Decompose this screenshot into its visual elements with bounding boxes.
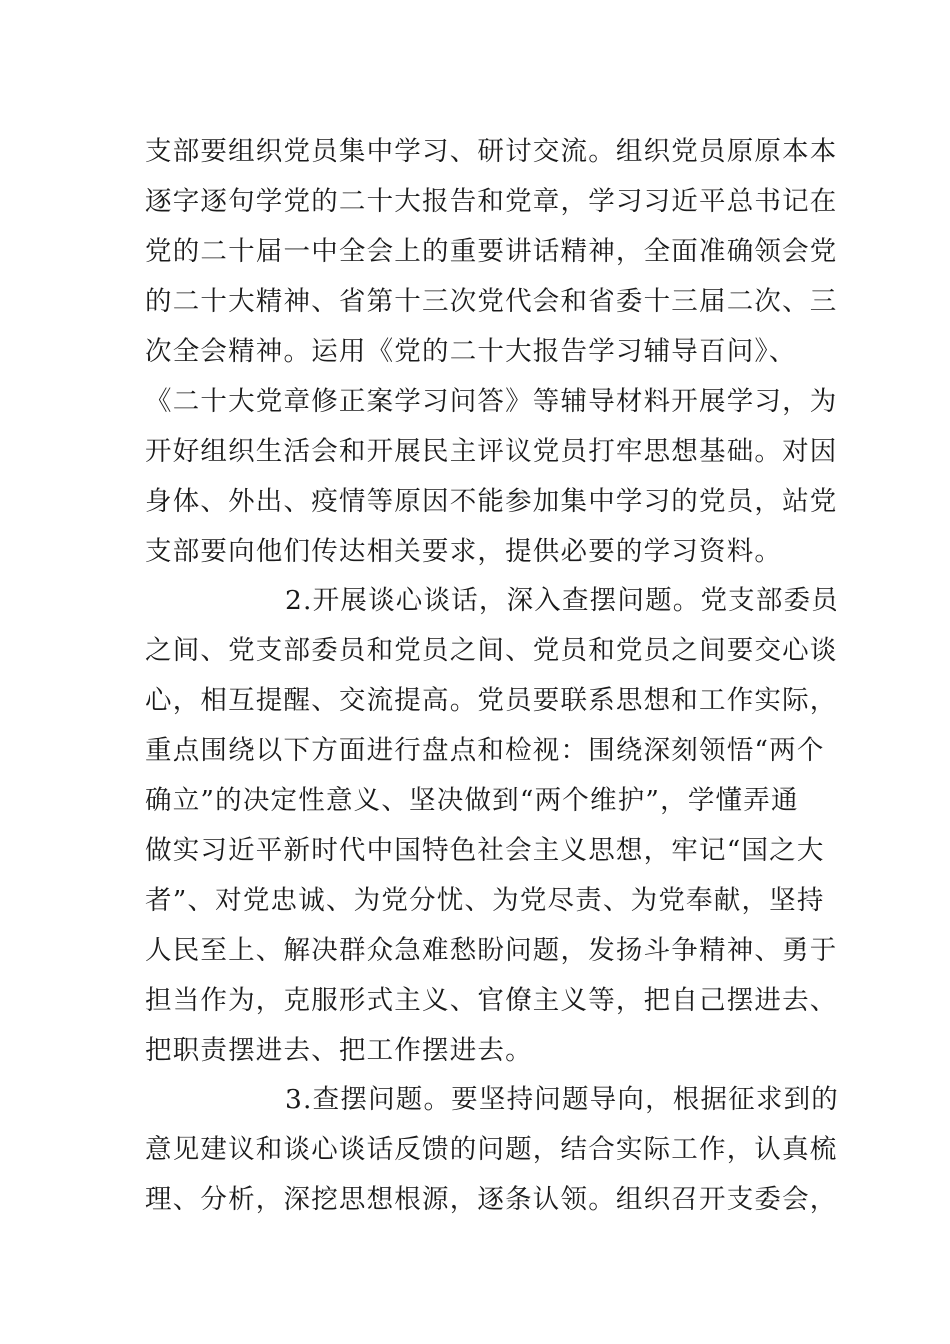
text-line: 者”、对党忠诚、为党分忧、为党尽责、为党奉献，坚持 (145, 885, 825, 916)
text-line: 重点围绕以下方面进行盘点和检视：围绕深刻领悟“两个 (145, 735, 825, 766)
text-line: 党的二十届一中全会上的重要讲话精神，全面准确领会党 (145, 236, 838, 267)
text-line: 《二十大党章修正案学习问答》等辅导材料开展学习，为 (145, 386, 838, 417)
text-line: 确立”的决定性意义、坚决做到“两个维护”，学懂弄通 (145, 785, 799, 816)
text-line: 人民至上、解决群众急难愁盼问题，发扬斗争精神、勇于 (145, 935, 838, 966)
text-line: 次全会精神。运用《党的二十大报告学习辅导百问》、 (145, 336, 797, 367)
paragraph-heading-2: 2.开展谈心谈话，深入查摆问题。党支部委员 (285, 585, 839, 616)
paragraph-heading-3: 3.查摆问题。要坚持问题导向，根据征求到的 (285, 1084, 839, 1115)
text-line: 开好组织生活会和开展民主评议党员打牢思想基础。对因 (145, 436, 838, 467)
text-line: 支部要向他们传达相关要求，提供必要的学习资料。 (145, 536, 783, 567)
text-line: 心，相互提醒、交流提高。党员要联系思想和工作实际， (145, 685, 838, 716)
text-line: 理、分析，深挖思想根源，逐条认领。组织召开支委会， (145, 1184, 838, 1215)
text-line: 意见建议和谈心谈话反馈的问题，结合实际工作，认真梳 (145, 1134, 838, 1165)
text-line: 支部要组织党员集中学习、研讨交流。组织党员原原本本 (145, 136, 838, 167)
text-line: 担当作为，克服形式主义、官僚主义等，把自己摆进去、 (145, 985, 838, 1016)
text-line: 之间、党支部委员和党员之间、党员和党员之间要交心谈 (145, 635, 838, 666)
text-line: 的二十大精神、省第十三次党代会和省委十三届二次、三 (145, 286, 838, 317)
text-line: 把职责摆进去、把工作摆进去。 (145, 1035, 533, 1066)
text-line: 逐字逐句学党的二十大报告和党章，学习习近平总书记在 (145, 186, 838, 217)
text-line: 做实习近平新时代中国特色社会主义思想，牢记“国之大 (145, 835, 825, 866)
text-line: 身体、外出、疫情等原因不能参加集中学习的党员，站党 (145, 486, 838, 517)
